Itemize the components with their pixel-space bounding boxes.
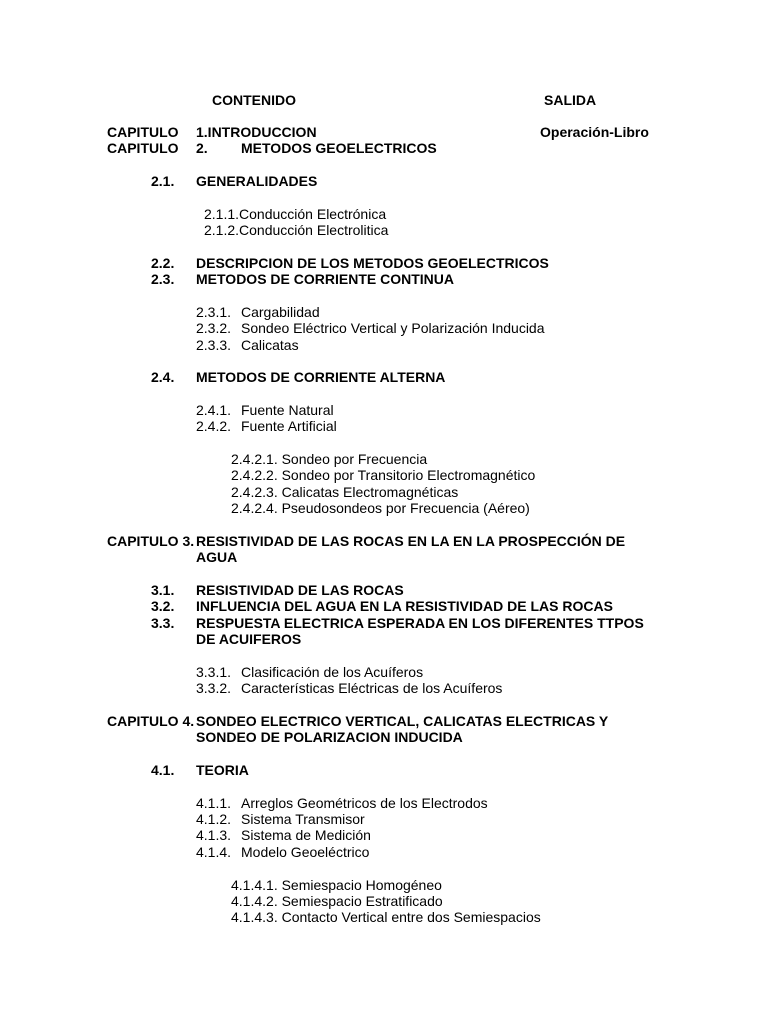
subsection-number: 2.3.1. bbox=[196, 304, 232, 320]
section-title: RESISTIVIDAD DE LAS ROCAS bbox=[196, 582, 404, 598]
subsection-title: Sistema Transmisor bbox=[241, 811, 365, 827]
subsection-title: Cargabilidad bbox=[241, 304, 320, 320]
section-title: TEORIA bbox=[196, 762, 249, 778]
section-number: 3.2. bbox=[151, 598, 175, 614]
chapter-3-title-cont: AGUA bbox=[196, 549, 238, 565]
subsection-number: 4.1.2. bbox=[196, 811, 232, 827]
sub-subsection-item: 2.4.2.2. Sondeo por Transitorio Electromagnético bbox=[231, 467, 536, 483]
section-number: 2.4. bbox=[151, 369, 175, 385]
section-title: METODOS DE CORRIENTE ALTERNA bbox=[196, 369, 446, 385]
subsection-title: Sondeo Eléctrico Vertical y Polarización Inducida bbox=[241, 320, 545, 336]
subsection-title: Modelo Geoeléctrico bbox=[241, 844, 370, 860]
chapter-4-label: CAPITULO 4. bbox=[107, 713, 195, 729]
chapter-1-label: CAPITULO bbox=[107, 124, 179, 140]
section-number: 4.1. bbox=[151, 762, 175, 778]
section-number: 3.1. bbox=[151, 582, 175, 598]
subsection-number: 4.1.3. bbox=[196, 827, 232, 843]
output-heading: SALIDA bbox=[544, 92, 597, 108]
subsection-title: Características Eléctricas de los Acuíferos bbox=[241, 680, 503, 696]
section-number: 3.3. bbox=[151, 615, 175, 631]
subsection-title: Calicatas bbox=[241, 337, 299, 353]
chapter-4-title-cont: SONDEO DE POLARIZACION INDUCIDA bbox=[196, 729, 463, 745]
section-title: INFLUENCIA DEL AGUA EN LA RESISTIVIDAD DE LAS ROCAS bbox=[196, 598, 613, 614]
section-title-cont: DE ACUIFEROS bbox=[196, 631, 302, 647]
sub-subsection-item: 4.1.4.3. Contacto Vertical entre dos Semiespacios bbox=[231, 909, 541, 925]
sub-subsection-item: 2.4.2.4. Pseudosondeos por Frecuencia (Aéreo) bbox=[231, 500, 530, 516]
subsection-title: Fuente Natural bbox=[241, 402, 334, 418]
subsection-title: Fuente Artificial bbox=[241, 418, 337, 434]
section-number: 2.2. bbox=[151, 255, 175, 271]
sub-subsection-item: 4.1.4.2. Semiespacio Estratificado bbox=[231, 893, 443, 909]
sub-subsection-item: 2.4.2.1. Sondeo por Frecuencia bbox=[231, 451, 428, 467]
section-number: 2.3. bbox=[151, 271, 175, 287]
chapter-3-title: RESISTIVIDAD DE LAS ROCAS EN LA EN LA PROSPECCIÓN DE bbox=[196, 533, 626, 549]
subsection-number: 3.3.2. bbox=[196, 680, 232, 696]
subsection-number: 4.1.4. bbox=[196, 844, 232, 860]
section-title: DESCRIPCION DE LOS METODOS GEOELECTRICOS bbox=[196, 255, 549, 271]
subsection-title: Sistema de Medición bbox=[241, 827, 371, 843]
subsection-number: 3.3.1. bbox=[196, 664, 232, 680]
section-title: RESPUESTA ELECTRICA ESPERADA EN LOS DIFERENTES TTPOS bbox=[196, 615, 644, 631]
chapter-4-title: SONDEO ELECTRICO VERTICAL, CALICATAS ELECTRICAS Y bbox=[196, 713, 609, 729]
section-title: GENERALIDADES bbox=[196, 173, 318, 189]
subsection-number: 2.3.2. bbox=[196, 320, 232, 336]
subsection-number: 2.4.1. bbox=[196, 402, 232, 418]
sub-subsection-item: 2.4.2.3. Calicatas Electromagnéticas bbox=[231, 484, 459, 500]
subsection-number: 2.4.2. bbox=[196, 418, 232, 434]
chapter-2-number: 2. bbox=[196, 140, 208, 156]
chapter-1-title: 1.INTRODUCCION bbox=[196, 124, 317, 140]
subsection-title: Arreglos Geométricos de los Electrodos bbox=[241, 795, 488, 811]
chapter-3-label: CAPITULO 3. bbox=[107, 533, 195, 549]
subsection-title: Clasificación de los Acuíferos bbox=[241, 664, 424, 680]
chapter-2-label: CAPITULO bbox=[107, 140, 179, 156]
subsection-number: 4.1.1. bbox=[196, 795, 232, 811]
subsection-number: 2.3.3. bbox=[196, 337, 232, 353]
contents-heading: CONTENIDO bbox=[212, 92, 296, 108]
chapter-2-title: METODOS GEOELECTRICOS bbox=[241, 140, 437, 156]
section-title: METODOS DE CORRIENTE CONTINUA bbox=[196, 271, 454, 287]
subsection-item: 2.1.2.Conducción Electrolitica bbox=[204, 222, 389, 238]
sub-subsection-item: 4.1.4.1. Semiespacio Homogéneo bbox=[231, 877, 442, 893]
section-number: 2.1. bbox=[151, 173, 175, 189]
subsection-item: 2.1.1.Conducción Electrónica bbox=[204, 206, 387, 222]
chapter-1-output: Operación-Libro bbox=[540, 124, 649, 140]
